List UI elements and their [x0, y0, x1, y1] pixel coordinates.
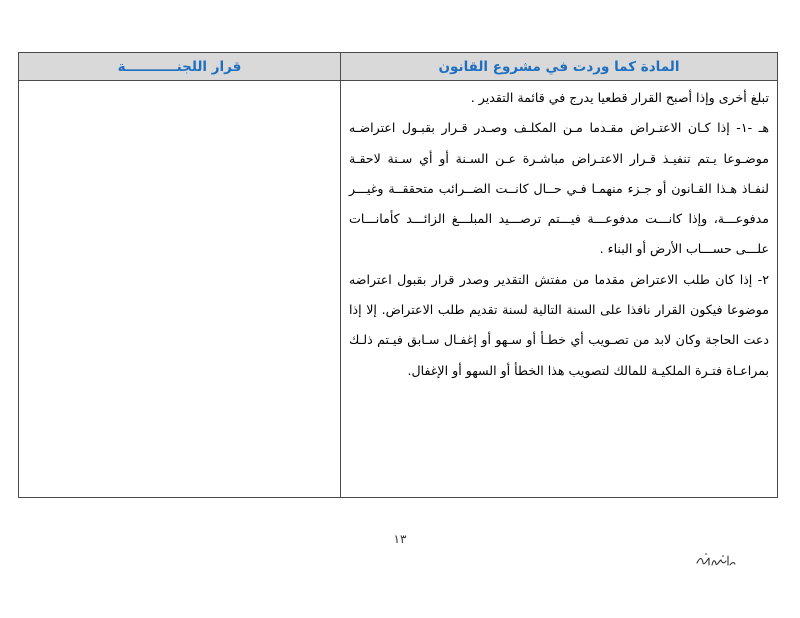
- signature-mark: [694, 548, 738, 570]
- article-text-cell: [341, 81, 777, 497]
- article-paragraph-3: ٢- إذا كان طلب الاعتراض مقدما من مفتش التقدير وصدر قرار بقبول اعتراضه موضوعا فيكون القرار نافذا على السنة التالية لسنة تقديم طلب الاعتراض. إلا إذا دعت الحاجة وكان لابد من تصـويب أي خطـأ أو سـهو أو إغفـال سـابق فيـتم ذلـك بمراعـاة فتـرة الملكيـة للمالك لتصويب هذا الخطأ أو السهو أو الإغفال.: [349, 271, 769, 378]
- header-committee-decision: قرار اللجنـــــــــــة: [19, 53, 341, 81]
- committee-decision-cell: [19, 81, 341, 497]
- header-article-as-in-draft-law: المادة كما وردت في مشروع القانون: [341, 53, 777, 81]
- article-paragraph-2: هـ -١- إذا كـان الاعتـراض مقـدما مـن المكلـف وصـدر قـرار بقبـول اعتراضـه موضـوعا يـتم تنفيـذ قـرار الاعتـراض مباشـرة عـن السـنة أو أي سـنة لاحقـة لنفـاذ هـذا القـانون أو جـزء منهمـا فـي حــال كانــت الضــرائب متحققــة وغيـــر مدفوعـــة، وإذا كانـــت مدفوعـــة فيـــتم ترصـــيد المبلـــغ الزائـــد كأمانـــات علـــى حســـاب الأرض أو البناء .: [349, 120, 769, 257]
- page-number: ١٣: [393, 532, 407, 546]
- document-table: [18, 52, 778, 498]
- article-paragraph-1: تبلغ أخرى وإذا أصبح القرار قطعيا يدرج في قائمة التقدير .: [470, 90, 769, 105]
